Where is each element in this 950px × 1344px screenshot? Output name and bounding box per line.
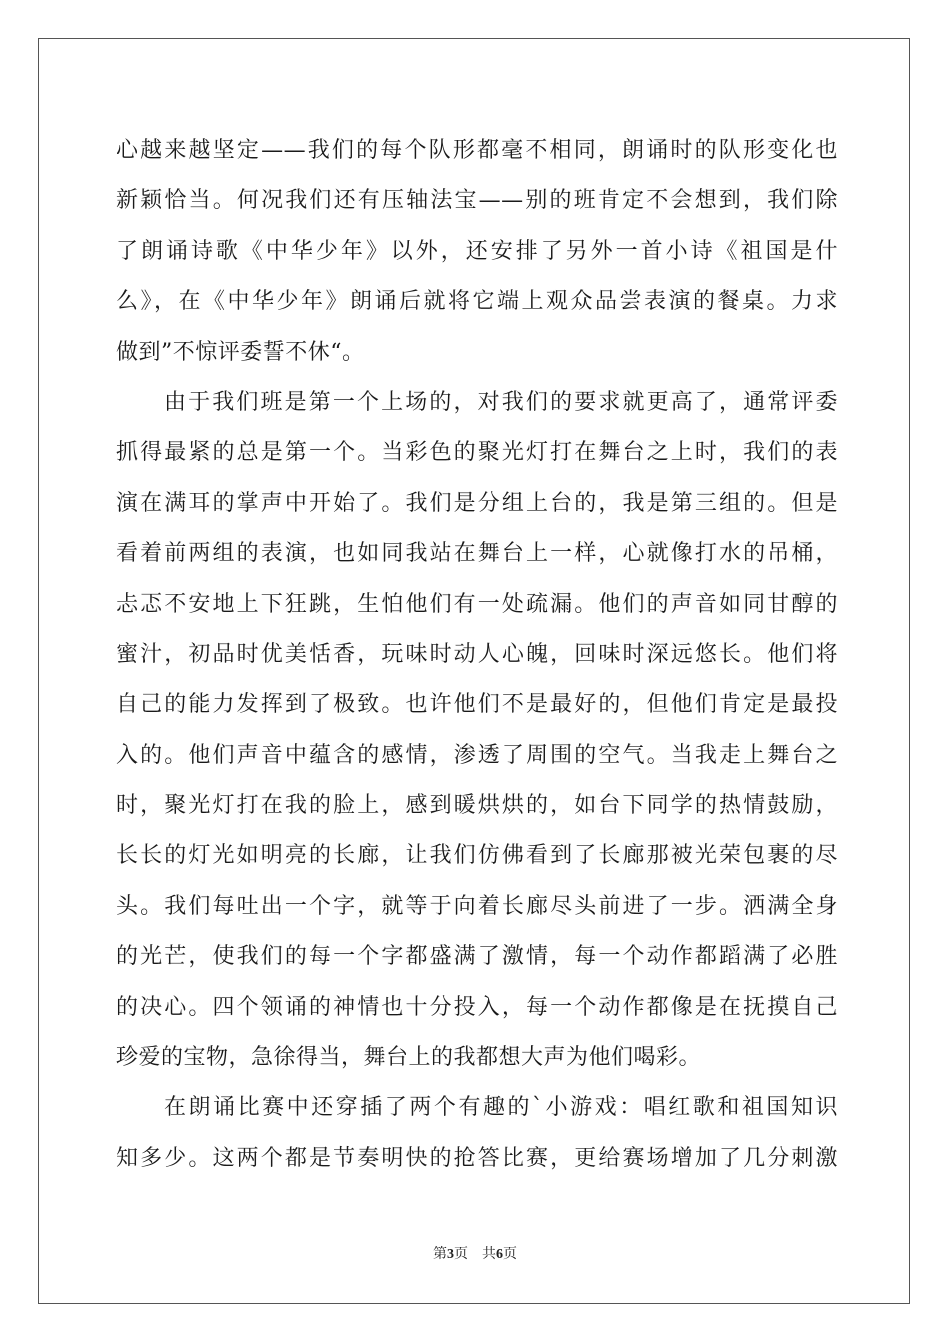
text-line: 的光芒，使我们的每一个字都盛满了激情，每一个动作都蹈满了必胜 <box>116 944 838 970</box>
page-suffix: 页 <box>454 1247 468 1262</box>
page-prefix: 第 <box>433 1247 447 1262</box>
text-line: 的决心。四个领诵的神情也十分投入，每一个动作都像是在抚摸自己 <box>116 994 838 1020</box>
current-page-number: 3 <box>447 1247 454 1262</box>
text-line: 在朗诵比赛中还穿插了两个有趣的`小游戏：唱红歌和祖国知识 <box>164 1095 838 1121</box>
total-pages-number: 6 <box>496 1247 503 1262</box>
text-line: 蜜汁，初品时优美恬香，玩味时动人心魄，回味时深远悠长。他们将 <box>116 641 838 667</box>
text-line: 看着前两组的表演，也如同我站在舞台上一样，心就像打水的吊桶， <box>116 541 838 567</box>
text-line: 做到”不惊评委誓不休“。 <box>116 339 365 365</box>
total-suffix: 页 <box>503 1247 517 1262</box>
text-line: 知多少。这两个都是节奏明快的抢答比赛，更给赛场增加了几分刺激 <box>116 1145 838 1171</box>
text-line: 新颖恰当。何况我们还有压轴法宝——别的班肯定不会想到，我们除 <box>116 188 838 214</box>
text-line: 演在满耳的掌声中开始了。我们是分组上台的，我是第三组的。但是 <box>116 490 838 516</box>
text-line: 时，聚光灯打在我的脸上，感到暖烘烘的，如台下同学的热情鼓励， <box>116 793 838 819</box>
text-line: 长长的灯光如明亮的长廊，让我们仿佛看到了长廊那被光荣包裹的尽 <box>116 843 838 869</box>
text-line: 么》，在《中华少年》朗诵后就将它端上观众品尝表演的餐桌。力求 <box>116 289 838 315</box>
text-line: 珍爱的宝物，急徐得当，舞台上的我都想大声为他们喝彩。 <box>116 1045 702 1071</box>
body-text <box>116 126 838 1184</box>
text-line: 头。我们每吐出一个字，就等于向着长廊尽头前进了一步。洒满全身 <box>116 893 838 919</box>
total-prefix: 共 <box>482 1247 496 1262</box>
page-footer <box>0 1243 950 1263</box>
text-line: 了朗诵诗歌《中华少年》以外，还安排了另外一首小诗《祖国是什 <box>116 238 838 264</box>
text-line: 抓得最紧的总是第一个。当彩色的聚光灯打在舞台之上时，我们的表 <box>116 440 838 466</box>
text-line: 心越来越坚定——我们的每个队形都毫不相同，朗诵时的队形变化也 <box>116 138 838 163</box>
text-line: 忐忑不安地上下狂跳，生怕他们有一处疏漏。他们的声音如同甘醇的 <box>116 591 838 617</box>
text-line: 入的。他们声音中蕴含的感情，渗透了周围的空气。当我走上舞台之 <box>116 742 838 768</box>
text-line: 自己的能力发挥到了极致。也许他们不是最好的，但他们肯定是最投 <box>116 692 838 718</box>
text-line: 由于我们班是第一个上场的，对我们的要求就更高了，通常评委 <box>164 389 838 415</box>
